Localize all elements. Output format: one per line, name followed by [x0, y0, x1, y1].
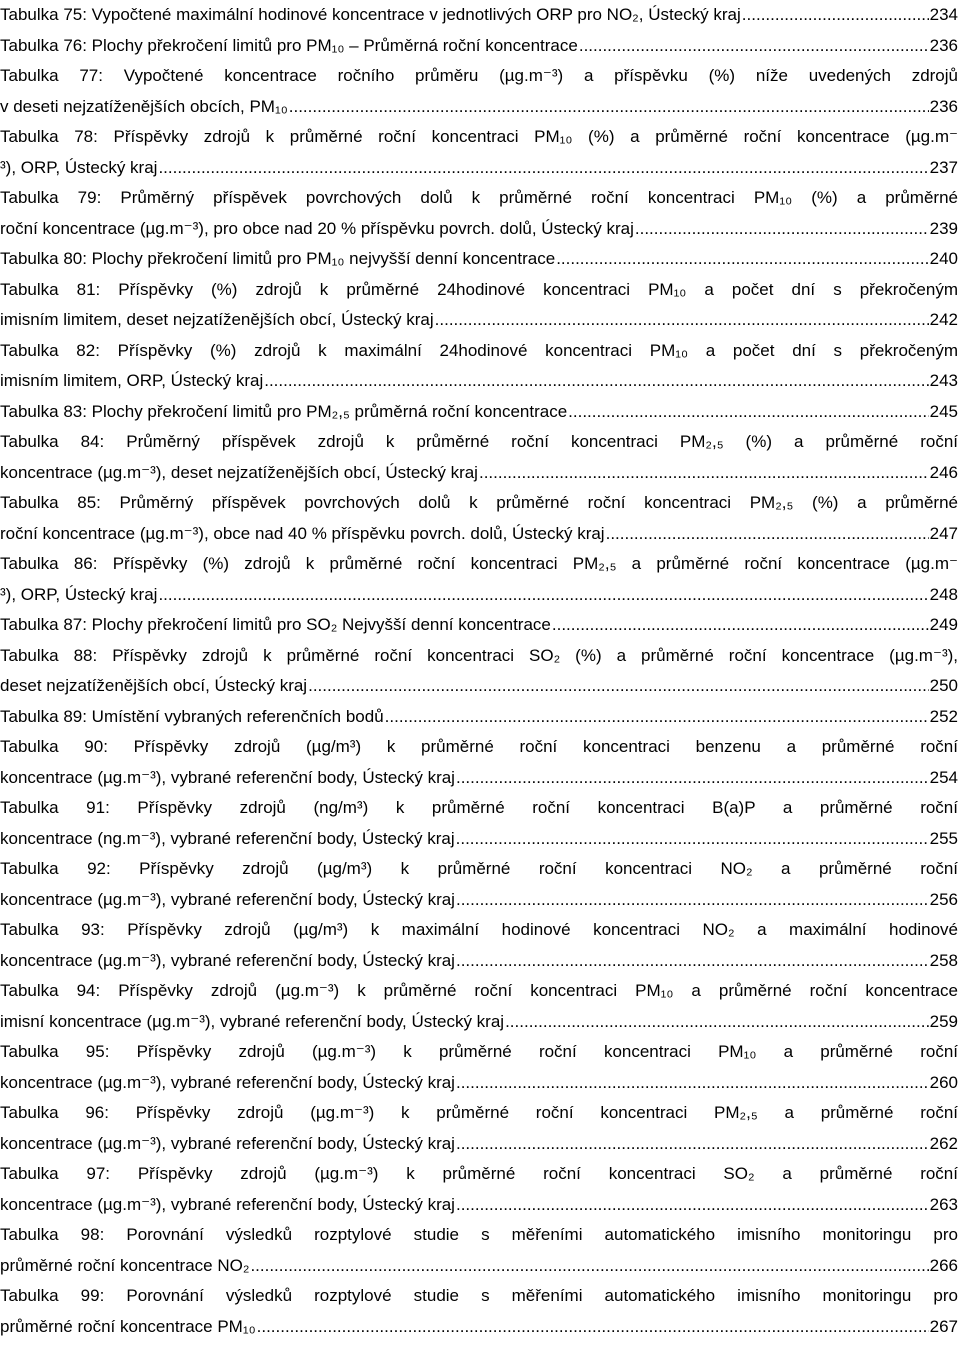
toc-entry-line: [0, 490, 958, 515]
toc-entry[interactable]: [0, 551, 958, 607]
toc-entry-text: Tabulka 99: Porovnání výsledků rozptylové studie s měřeními automatického imisního monitoringu pro: [0, 1286, 958, 1305]
toc-entry[interactable]: [0, 490, 958, 546]
toc-entry-text: koncentrace (µg.m⁻³), vybrané referenční body, Ústecký kraj: [0, 1072, 455, 1092]
dot-leader: [158, 155, 928, 180]
toc-entry[interactable]: [0, 33, 958, 58]
dot-leader: [635, 216, 929, 241]
toc-entry-line: [0, 948, 958, 973]
toc-entry-text: Tabulka 80: Plochy překročení limitů pro PM₁₀ nejvyšší denní koncentrace: [0, 249, 556, 268]
toc-entry-line: [0, 551, 958, 576]
toc-entry-text: Tabulka 95: Příspěvky zdrojů (µg.m⁻³) k průměrné roční koncentraci PM₁₀ a průměrné roční: [0, 1042, 958, 1061]
toc-entry-text: ³), ORP, Ústecký kraj: [0, 584, 158, 604]
toc-entry[interactable]: [0, 734, 958, 790]
dot-leader: [308, 673, 929, 698]
dot-leader: [385, 704, 929, 729]
toc-entry-line: [0, 795, 958, 820]
toc-entry[interactable]: [0, 856, 958, 912]
toc-entry[interactable]: [0, 277, 958, 333]
toc-entry[interactable]: [0, 1100, 958, 1156]
toc-entry-line: [0, 338, 958, 363]
toc-entry-line: [0, 33, 958, 58]
toc-page-number: 249: [929, 615, 958, 634]
toc-page-number: 260: [929, 1072, 958, 1092]
dot-leader: [257, 1314, 929, 1339]
toc-entry[interactable]: [0, 124, 958, 180]
dot-leader: [742, 2, 929, 27]
dot-leader: [250, 1253, 928, 1278]
toc-entry-text: Tabulka 79: Průměrný příspěvek povrchových dolů k průměrné roční koncentraci PM₁₀ (%) a průměrné: [0, 188, 958, 207]
toc-entry-line: [0, 704, 958, 729]
dot-leader: [479, 460, 929, 485]
toc-page-number: 262: [929, 1133, 958, 1153]
toc-entry[interactable]: [0, 246, 958, 271]
toc-entry-text: Tabulka 77: Vypočtené koncentrace ročního průměru (µg.m⁻³) a příspěvku (%) níže uvedených zdrojů: [0, 66, 958, 85]
toc-entry-line: [0, 124, 958, 149]
toc-entry-line: [0, 429, 958, 454]
toc-entry-text: Tabulka 87: Plochy překročení limitů pro SO₂ Nejvyšší denní koncentrace: [0, 615, 551, 634]
dot-leader: [505, 1009, 929, 1034]
toc-entry-text: koncentrace (µg.m⁻³), vybrané referenční body, Ústecký kraj: [0, 1194, 455, 1214]
toc-entry[interactable]: [0, 1161, 958, 1217]
toc-entry-line: [0, 1222, 958, 1247]
dot-leader: [552, 612, 929, 637]
toc-entry-text: imisním limitem, ORP, Ústecký kraj: [0, 371, 264, 390]
toc-entry[interactable]: [0, 795, 958, 851]
toc-entry-line: [0, 1131, 958, 1156]
toc-entry-line: [0, 734, 958, 759]
toc-entry-line: [0, 1100, 958, 1125]
toc-page-number: 248: [929, 584, 958, 604]
toc-page-number: 236: [929, 35, 958, 55]
toc-entry-text: Tabulka 94: Příspěvky zdrojů (µg.m⁻³) k průměrné roční koncentraci PM₁₀ a průměrné roční koncentrace: [0, 981, 958, 1000]
toc-entry[interactable]: [0, 612, 958, 637]
toc-entry-line: [0, 1070, 958, 1095]
toc-entry-line: [0, 185, 958, 210]
toc-entry[interactable]: [0, 2, 958, 27]
toc-page-number: 255: [929, 828, 958, 848]
toc-page-number: 247: [929, 523, 958, 543]
toc-entry-text: Tabulka 86: Příspěvky (%) zdrojů k průměrné roční koncentraci PM₂,₅ a průměrné roční koncentrace (µg.m⁻: [0, 554, 958, 573]
toc-entry-text: koncentrace (µg.m⁻³), deset nejzatíženějších obcí, Ústecký kraj: [0, 462, 478, 482]
toc-entry-line: [0, 521, 958, 546]
toc-entry-line: [0, 1161, 958, 1186]
toc-entry-line: [0, 63, 958, 88]
toc-entry[interactable]: [0, 1039, 958, 1095]
toc-entry[interactable]: [0, 338, 958, 394]
toc-entry-line: [0, 216, 958, 241]
toc-entry-text: Tabulka 93: Příspěvky zdrojů (µg/m³) k maximální hodinové koncentraci NO₂ a maximální hodinové: [0, 920, 958, 939]
toc-entry-line: [0, 887, 958, 912]
dot-leader: [264, 368, 928, 393]
toc-entry-text: Tabulka 81: Příspěvky (%) zdrojů k průměrné 24hodinové koncentraci PM₁₀ a počet dní s překročeným: [0, 279, 958, 299]
toc-entry-line: [0, 612, 958, 637]
toc-entry-text: Tabulka 92: Příspěvky zdrojů (µg/m³) k průměrné roční koncentraci NO₂ a průměrné roční: [0, 859, 958, 878]
toc-entry[interactable]: [0, 1283, 958, 1339]
toc-entry-text: Tabulka 83: Plochy překročení limitů pro PM₂,₅ průměrná roční koncentrace: [0, 401, 568, 421]
dot-leader: [456, 826, 929, 851]
toc-page-number: 243: [929, 371, 958, 390]
toc-page-number: 246: [929, 462, 958, 482]
dot-leader: [606, 521, 929, 546]
toc-entry-line: [0, 582, 958, 607]
toc-entry[interactable]: [0, 185, 958, 241]
toc-entry-text: Tabulka 84: Průměrný příspěvek zdrojů k průměrné roční koncentraci PM₂,₅ (%) a průměrné roční: [0, 432, 958, 451]
dot-leader: [456, 948, 929, 973]
toc-entry[interactable]: [0, 978, 958, 1034]
toc-entry-text: imisním limitem, deset nejzatíženějších obcí, Ústecký kraj: [0, 310, 434, 329]
toc-entry-text: průměrné roční koncentrace NO₂: [0, 1255, 250, 1275]
toc-entry-line: [0, 460, 958, 485]
toc-entry-line: [0, 277, 958, 302]
toc-entry-text: roční koncentrace (µg.m⁻³), obce nad 40 % příspěvku povrch. dolů, Ústecký kraj: [0, 523, 605, 543]
toc-entry-line: [0, 978, 958, 1003]
dot-leader: [568, 399, 928, 424]
toc-entry-line: [0, 1283, 958, 1308]
toc-entry[interactable]: [0, 429, 958, 485]
toc-entry-text: Tabulka 91: Příspěvky zdrojů (ng/m³) k průměrné roční koncentraci B(a)P a průměrné roční: [0, 798, 958, 817]
toc-entry-text: Tabulka 90: Příspěvky zdrojů (µg/m³) k průměrné roční koncentraci benzenu a průměrné roční: [0, 737, 958, 756]
toc-entry-line: [0, 307, 958, 332]
toc-page-number: 259: [929, 1011, 958, 1031]
toc-entry-line: [0, 246, 958, 271]
toc-entry-text: Tabulka 85: Průměrný příspěvek povrchových dolů k průměrné roční koncentraci PM₂,₅ (%) a průměrné: [0, 493, 958, 512]
dot-leader: [556, 246, 928, 271]
toc-entry-text: Tabulka 97: Příspěvky zdrojů (µg.m⁻³) k průměrné roční koncentraci SO₂ a průměrné roční: [0, 1164, 958, 1183]
toc-entry-line: [0, 826, 958, 851]
toc-entry-text: roční koncentrace (µg.m⁻³), pro obce nad 20 % příspěvku povrch. dolů, Ústecký kraj: [0, 218, 634, 238]
toc-entry-text: ³), ORP, Ústecký kraj: [0, 157, 158, 177]
toc-entry-text: koncentrace (µg.m⁻³), vybrané referenční body, Ústecký kraj: [0, 889, 455, 909]
toc-entry-line: [0, 399, 958, 424]
toc-entry-line: [0, 1253, 958, 1278]
toc-entry-line: [0, 368, 958, 393]
dot-leader: [456, 1131, 929, 1156]
toc-page-number: 256: [929, 889, 958, 909]
toc-page-number: 254: [929, 767, 958, 787]
toc-entry-text: koncentrace (ng.m⁻³), vybrané referenční body, Ústecký kraj: [0, 828, 455, 848]
toc-entry-line: [0, 856, 958, 881]
toc-entry-text: imisní koncentrace (µg.m⁻³), vybrané referenční body, Ústecký kraj: [0, 1011, 505, 1031]
dot-leader: [456, 1192, 929, 1217]
dot-leader: [456, 887, 929, 912]
toc-page-number: 267: [929, 1316, 958, 1336]
toc-entry[interactable]: [0, 917, 958, 973]
toc-entry-line: [0, 673, 958, 698]
toc-page-number: 240: [929, 249, 958, 268]
toc-entry-text: Tabulka 89: Umístění vybraných referenčních bodů: [0, 706, 384, 726]
toc-entry-text: koncentrace (µg.m⁻³), vybrané referenční body, Ústecký kraj: [0, 1133, 455, 1153]
toc-entry-line: [0, 1314, 958, 1339]
toc-page-number: 234: [929, 5, 958, 24]
toc-entry[interactable]: [0, 704, 958, 729]
toc-entry-line: [0, 94, 958, 119]
toc-entry-text: průměrné roční koncentrace PM₁₀: [0, 1316, 256, 1336]
toc-page-number: 266: [929, 1255, 958, 1275]
toc-entry[interactable]: [0, 1222, 958, 1278]
toc-page-number: 250: [929, 676, 958, 695]
toc-entry-text: koncentrace (µg.m⁻³), vybrané referenční body, Ústecký kraj: [0, 950, 455, 970]
toc-page-number: 245: [929, 401, 958, 421]
toc-entry-text: koncentrace (µg.m⁻³), vybrané referenční body, Ústecký kraj: [0, 767, 455, 787]
toc-entry-text: Tabulka 75: Vypočtené maximální hodinové koncentrace v jednotlivých ORP pro NO₂, Ústecký kraj: [0, 5, 741, 24]
toc-entry-line: [0, 643, 958, 668]
toc-entry-line: [0, 1009, 958, 1034]
toc-entry-text: Tabulka 96: Příspěvky zdrojů (µg.m⁻³) k průměrné roční koncentraci PM₂,₅ a průměrné roční: [0, 1103, 958, 1122]
dot-leader: [158, 582, 928, 607]
toc-entry-line: [0, 917, 958, 942]
toc-entry-line: [0, 155, 958, 180]
toc-page-number: 263: [929, 1194, 958, 1214]
toc-page-number: 237: [929, 157, 958, 177]
toc-entry-text: Tabulka 98: Porovnání výsledků rozptylové studie s měřeními automatického imisního monitoringu pro: [0, 1225, 958, 1244]
toc-page-number: 239: [929, 218, 958, 238]
toc-entry-text: v deseti nejzatíženějších obcích, PM₁₀: [0, 96, 288, 116]
toc-entry-line: [0, 1039, 958, 1064]
dot-leader: [456, 765, 929, 790]
dot-leader: [456, 1070, 929, 1095]
toc-entry-line: [0, 1192, 958, 1217]
dot-leader: [289, 94, 929, 119]
toc-entry[interactable]: [0, 399, 958, 424]
dot-leader: [579, 33, 929, 58]
toc-entry-text: Tabulka 88: Příspěvky zdrojů k průměrné roční koncentraci SO₂ (%) a průměrné roční koncentrace (µg.m⁻³),: [0, 645, 958, 665]
toc-page-number: 252: [929, 706, 958, 726]
toc-entry-text: Tabulka 82: Příspěvky (%) zdrojů k maximální 24hodinové koncentraci PM₁₀ a počet dní s překročeným: [0, 340, 958, 360]
toc-entry-text: deset nejzatíženějších obcí, Ústecký kraj: [0, 676, 308, 695]
toc-entry-line: [0, 2, 958, 27]
toc-page-number: 236: [929, 96, 958, 116]
toc-entry[interactable]: [0, 63, 958, 119]
toc-entry-text: Tabulka 78: Příspěvky zdrojů k průměrné roční koncentraci PM₁₀ (%) a průměrné roční koncentrace (µg.m⁻: [0, 127, 958, 146]
toc-page-number: 242: [929, 310, 958, 329]
toc-entry-text: Tabulka 76: Plochy překročení limitů pro PM₁₀ – Průměrná roční koncentrace: [0, 35, 578, 55]
toc-page-number: 258: [929, 950, 958, 970]
dot-leader: [435, 307, 929, 332]
toc-entry[interactable]: [0, 643, 958, 699]
toc-entry-line: [0, 765, 958, 790]
